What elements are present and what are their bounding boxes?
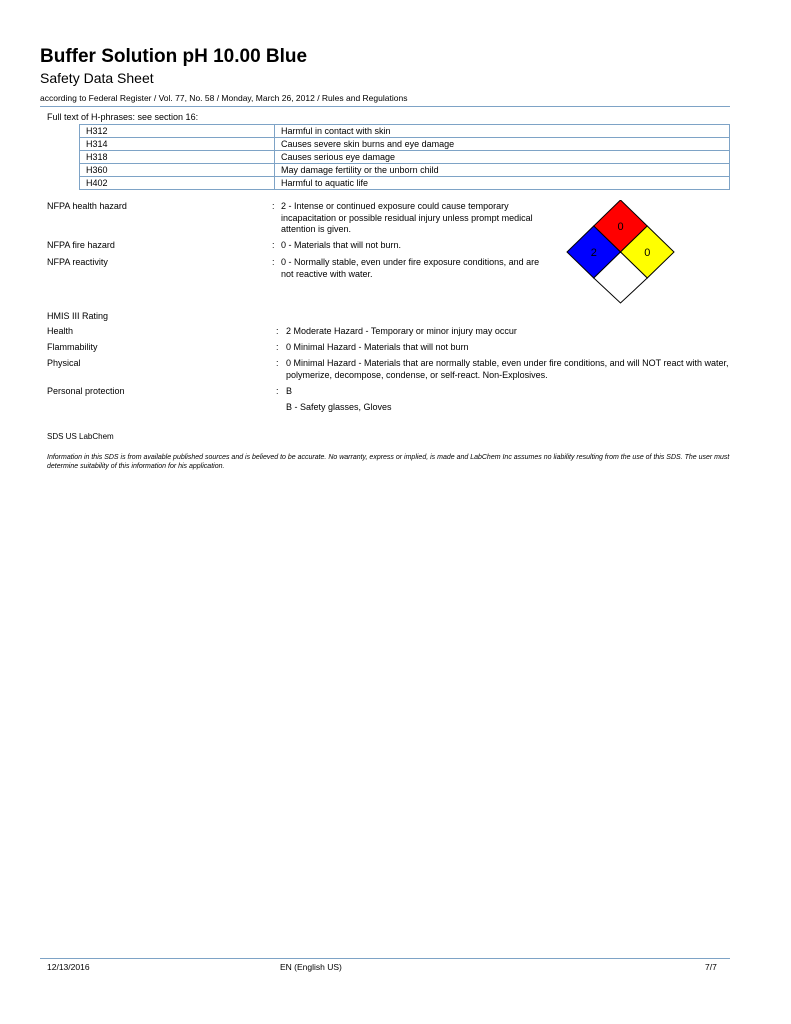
document-subtitle: Safety Data Sheet xyxy=(40,70,154,86)
colon: : xyxy=(276,342,279,352)
h-text-cell: Harmful to aquatic life xyxy=(275,177,730,190)
h-code-cell: H402 xyxy=(80,177,275,190)
colon: : xyxy=(272,201,275,211)
colon: : xyxy=(272,257,275,267)
nfpa-health-rating: 2 xyxy=(590,247,597,259)
hmis-heading: HMIS III Rating xyxy=(47,311,109,321)
hmis-flammability-value: 0 Minimal Hazard - Materials that will not burn xyxy=(286,342,469,352)
table-row xyxy=(80,177,730,190)
nfpa-reactivity-value: 0 - Normally stable, even under fire exposure conditions, and are not reactive with water. xyxy=(281,257,540,279)
ppe-value: B xyxy=(286,386,293,396)
colon: : xyxy=(276,386,279,396)
regulation-reference: according to Federal Register / Vol. 77, No. 58 / Monday, March 26, 2012 / Rules and Regulations xyxy=(40,93,408,103)
h-text-cell: Causes severe skin burns and eye damage xyxy=(275,138,730,151)
table-row xyxy=(80,138,730,151)
hmis-flammability-label: Flammability xyxy=(47,342,98,352)
footer-page-number: 7/7 xyxy=(705,962,717,972)
footer-date: 12/13/2016 xyxy=(47,962,90,972)
nfpa-fire-value: 0 - Materials that will not burn. xyxy=(281,240,402,250)
h-text-cell: Harmful in contact with skin xyxy=(275,125,730,138)
h-code-cell: H360 xyxy=(80,164,275,177)
table-row xyxy=(80,164,730,177)
sds-source: SDS US LabChem xyxy=(47,432,114,441)
nfpa-instability-rating: 0 xyxy=(644,247,651,259)
h-code-cell: H314 xyxy=(80,138,275,151)
footer-language: EN (English US) xyxy=(280,962,342,972)
hmis-physical-label: Physical xyxy=(47,358,81,368)
colon: : xyxy=(272,240,275,250)
h-text-cell: May damage fertility or the unborn child xyxy=(275,164,730,177)
nfpa-health-label: NFPA health hazard xyxy=(47,201,127,211)
h-phrases-table xyxy=(79,124,730,190)
nfpa-flammability-rating: 0 xyxy=(617,221,624,233)
colon: : xyxy=(276,326,279,336)
h-code-cell: H318 xyxy=(80,151,275,164)
h-code-cell: H312 xyxy=(80,125,275,138)
nfpa-reactivity-label: NFPA reactivity xyxy=(47,257,108,267)
footer-divider xyxy=(40,958,730,959)
table-row xyxy=(80,125,730,138)
table-row xyxy=(80,151,730,164)
colon: : xyxy=(276,358,279,368)
hmis-physical-value: 0 Minimal Hazard - Materials that are normally stable, even under fire conditions, and will NOT react with water, polymerize, decompose, condense, or self-react. Non-Explosives. xyxy=(286,358,729,380)
disclaimer: Information in this SDS is from available published sources and is believed to be accurate. No warranty, express or implied, is made and LabChem Inc assumes no liability resulting from the use of this SDS. The user must determine suitability of this information for his application. xyxy=(47,454,730,470)
hmis-health-value: 2 Moderate Hazard - Temporary or minor injury may occur xyxy=(286,326,517,336)
h-phrases-heading: Full text of H-phrases: see section 16: xyxy=(47,112,199,122)
nfpa-health-value: 2 - Intense or continued exposure could cause temporary incapacitation or possible residual injury unless prompt medical attention is given. xyxy=(281,201,533,234)
nfpa-diamond xyxy=(566,200,675,304)
ppe-label: Personal protection xyxy=(47,386,125,396)
hmis-health-label: Health xyxy=(47,326,74,336)
document-title: Buffer Solution pH 10.00 Blue xyxy=(40,46,308,67)
h-text-cell: Causes serious eye damage xyxy=(275,151,730,164)
ppe-detail: B - Safety glasses, Gloves xyxy=(286,402,392,412)
nfpa-fire-label: NFPA fire hazard xyxy=(47,240,115,250)
header-divider xyxy=(40,106,730,107)
